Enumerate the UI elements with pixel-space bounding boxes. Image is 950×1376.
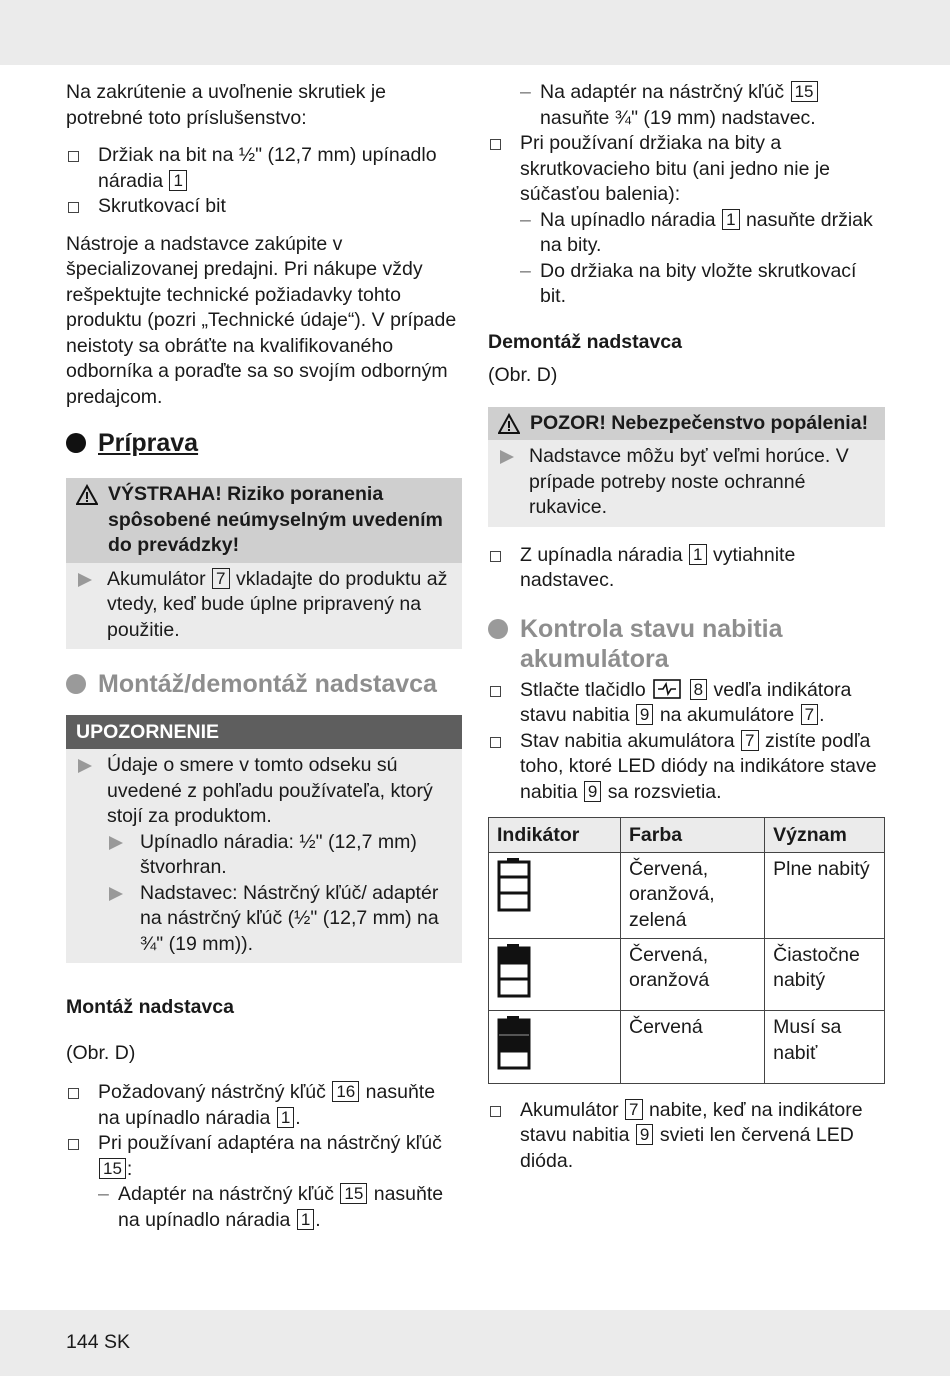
battery-check-button-icon	[653, 679, 681, 699]
ref-number: 8	[690, 679, 707, 700]
right-column	[488, 80, 885, 1186]
purchase-text: Nástroje a nadstavce zakúpite v špecializovanej predajni. Pri nákupe vždy rešpektujte technické požiadavky tohto produktu (pozri „Technické údaje“). V prípade neistoty sa obráťte na kvalifikovaného odborníka a poraďte sa so svojím odborným predajcom.	[66, 232, 457, 408]
list-item: Skrutkovací bit	[66, 194, 462, 220]
list-item: Stlačte tlačidlo 8 vedľa indikátora stavu nabitia 9 na akumulátore 7 .	[488, 678, 885, 729]
list-item: Stav nabitia akumulátora 7 zistíte podľa toho, ktoré LED diódy na indikátore stave nabitia 9 sa rozsvietia.	[488, 729, 885, 806]
ref-number: 1	[277, 1107, 294, 1128]
ref-number: 9	[636, 704, 653, 725]
ref-number: 15	[791, 81, 818, 102]
figure-ref: (Obr. D)	[66, 1041, 136, 1064]
table-header: Indikátor	[489, 818, 621, 853]
indicator-cell	[489, 852, 621, 938]
list-item: – Na upínadlo náradia 1 nasuňte držiak na bity.	[520, 208, 885, 259]
section-heading-montaz: Montáž/demontáž nadstavca	[66, 669, 462, 699]
warning-triangle-icon	[498, 413, 520, 435]
charge-final	[488, 1098, 885, 1175]
note-header: UPOZORNENIE	[66, 715, 462, 749]
footer-band	[0, 1310, 950, 1376]
table-header-row	[489, 818, 885, 853]
note-subitem: Nadstavec: Nástrčný kľúč/ adaptér na nástrčný kľúč (½" (12,7 mm) na ¾" (19 mm)).	[107, 881, 452, 958]
list-item: Pri používaní adaptéra na nástrčný kľúč 15 : – Adaptér na nástrčný kľúč 15 nasuňte na upínadlo náradia 1 .	[66, 1131, 462, 1233]
note-subitem: Upínadlo náradia: ½" (12,7 mm) štvorhran.	[107, 830, 452, 881]
ref-number: 9	[584, 781, 601, 802]
color-cell: Červená, oranžová	[621, 938, 765, 1011]
ref-number: 7	[625, 1099, 642, 1120]
bit-steps	[488, 131, 885, 310]
list-item: Z upínadla náradia 1 vytiahnite nadstavec.	[488, 543, 885, 594]
indicator-cell	[489, 1011, 621, 1084]
meaning-cell: Čiastočne nabitý	[765, 938, 885, 1011]
charge-steps	[488, 678, 885, 806]
table-header: Význam	[765, 818, 885, 853]
intro-text: Na zakrútenie a uvoľnenie skrutiek je potrebné toto príslušenstvo:	[66, 81, 387, 129]
list-item: Akumulátor 7 nabite, keď na indikátore stavu nabitia 9 svieti len červená LED dióda.	[488, 1098, 885, 1175]
battery-low-icon	[497, 1015, 531, 1071]
list-item: Požadovaný nástrčný kľúč 16 nasuňte na upínadlo náradia 1 .	[66, 1080, 462, 1131]
figure-ref: (Obr. D)	[488, 364, 558, 386]
bullet-dot-icon	[66, 674, 86, 694]
list-item: Držiak na bit na ½" (12,7 mm) upínadlo náradia 1	[66, 143, 462, 194]
note-text: Údaje o smere v tomto odseku sú uvedené z pohľadu používateľa, ktorý stojí za produktom. Upínadlo náradia: ½" (12,7 mm) štvorhran. Nadstavec: Nástrčný kľúč/ adaptér na nástrčný kľúč (½" (12,7 mm) na ¾" (19 mm)).	[76, 753, 452, 957]
meaning-cell: Musí sa nabiť	[765, 1011, 885, 1084]
ref-number: 16	[332, 1081, 359, 1102]
ref-number: 9	[636, 1124, 653, 1145]
table-row	[489, 1011, 885, 1084]
ref-number: 7	[212, 568, 229, 589]
ref-number: 1	[689, 544, 706, 565]
warning-box	[66, 478, 462, 649]
color-cell: Červená	[621, 1011, 765, 1084]
warning-header: VÝSTRAHA! Riziko poranenia spôsobené neúmyselným uvedením do prevádzky!	[66, 478, 462, 563]
mounting-steps	[66, 1080, 462, 1233]
ref-number: 7	[801, 704, 818, 725]
color-cell: Červená, oranžová, zelená	[621, 852, 765, 938]
table-row	[489, 852, 885, 938]
caution-header: POZOR! Nebezpečenstvo popálenia!	[488, 407, 885, 441]
ref-number: 1	[722, 209, 739, 230]
note-box	[66, 715, 462, 963]
subheading-montaz: Montáž nadstavca	[66, 996, 234, 1018]
header-band	[0, 0, 950, 65]
caution-box	[488, 407, 885, 527]
removal-steps	[488, 543, 885, 594]
ref-number: 7	[741, 730, 758, 751]
battery-full-icon	[497, 857, 531, 913]
charge-indicator-table	[488, 817, 885, 1084]
ref-number: 15	[99, 1158, 126, 1179]
subheading-demontaz: Demontáž nadstavca	[488, 330, 682, 353]
indicator-cell	[489, 938, 621, 1011]
list-item: – Na adaptér na nástrčný kľúč 15 nasuňte ¾" (19 mm) nadstavec.	[520, 80, 885, 131]
caution-text: Nadstavce môžu byť veľmi horúce. V prípade potreby noste ochranné rukavice.	[498, 444, 875, 521]
accessory-list	[66, 143, 462, 220]
section-heading-kontrola: Kontrola stavu nabitia akumulátora	[488, 614, 885, 674]
page-number: 144 SK	[66, 1331, 130, 1353]
table-row	[489, 938, 885, 1011]
left-column	[66, 80, 462, 1245]
ref-number: 1	[169, 170, 186, 191]
list-item: – Adaptér na nástrčný kľúč 15 nasuňte na upínadlo náradia 1 .	[98, 1182, 462, 1233]
meaning-cell: Plne nabitý	[765, 852, 885, 938]
battery-partial-icon	[497, 943, 531, 999]
bullet-dot-icon	[66, 433, 86, 453]
list-item: Pri používaní držiaka na bity a skrutkovacieho bitu (ani jedno nie je súčasťou balenia): – Na upínadlo náradia 1 nasuňte držiak na bity. – Do držiaka na bity vložte skrutkovací bit.	[488, 131, 885, 310]
warning-instruction: Akumulátor 7 vkladajte do produktu až vtedy, keď bude úplne pripravený na použitie.	[76, 567, 452, 644]
list-item: – Do držiaka na bity vložte skrutkovací bit.	[520, 259, 885, 310]
table-header: Farba	[621, 818, 765, 853]
section-heading-priprava: Príprava	[66, 428, 462, 458]
bullet-dot-icon	[488, 619, 508, 639]
ref-number: 1	[297, 1209, 314, 1230]
ref-number: 15	[340, 1183, 367, 1204]
warning-triangle-icon	[76, 484, 98, 506]
